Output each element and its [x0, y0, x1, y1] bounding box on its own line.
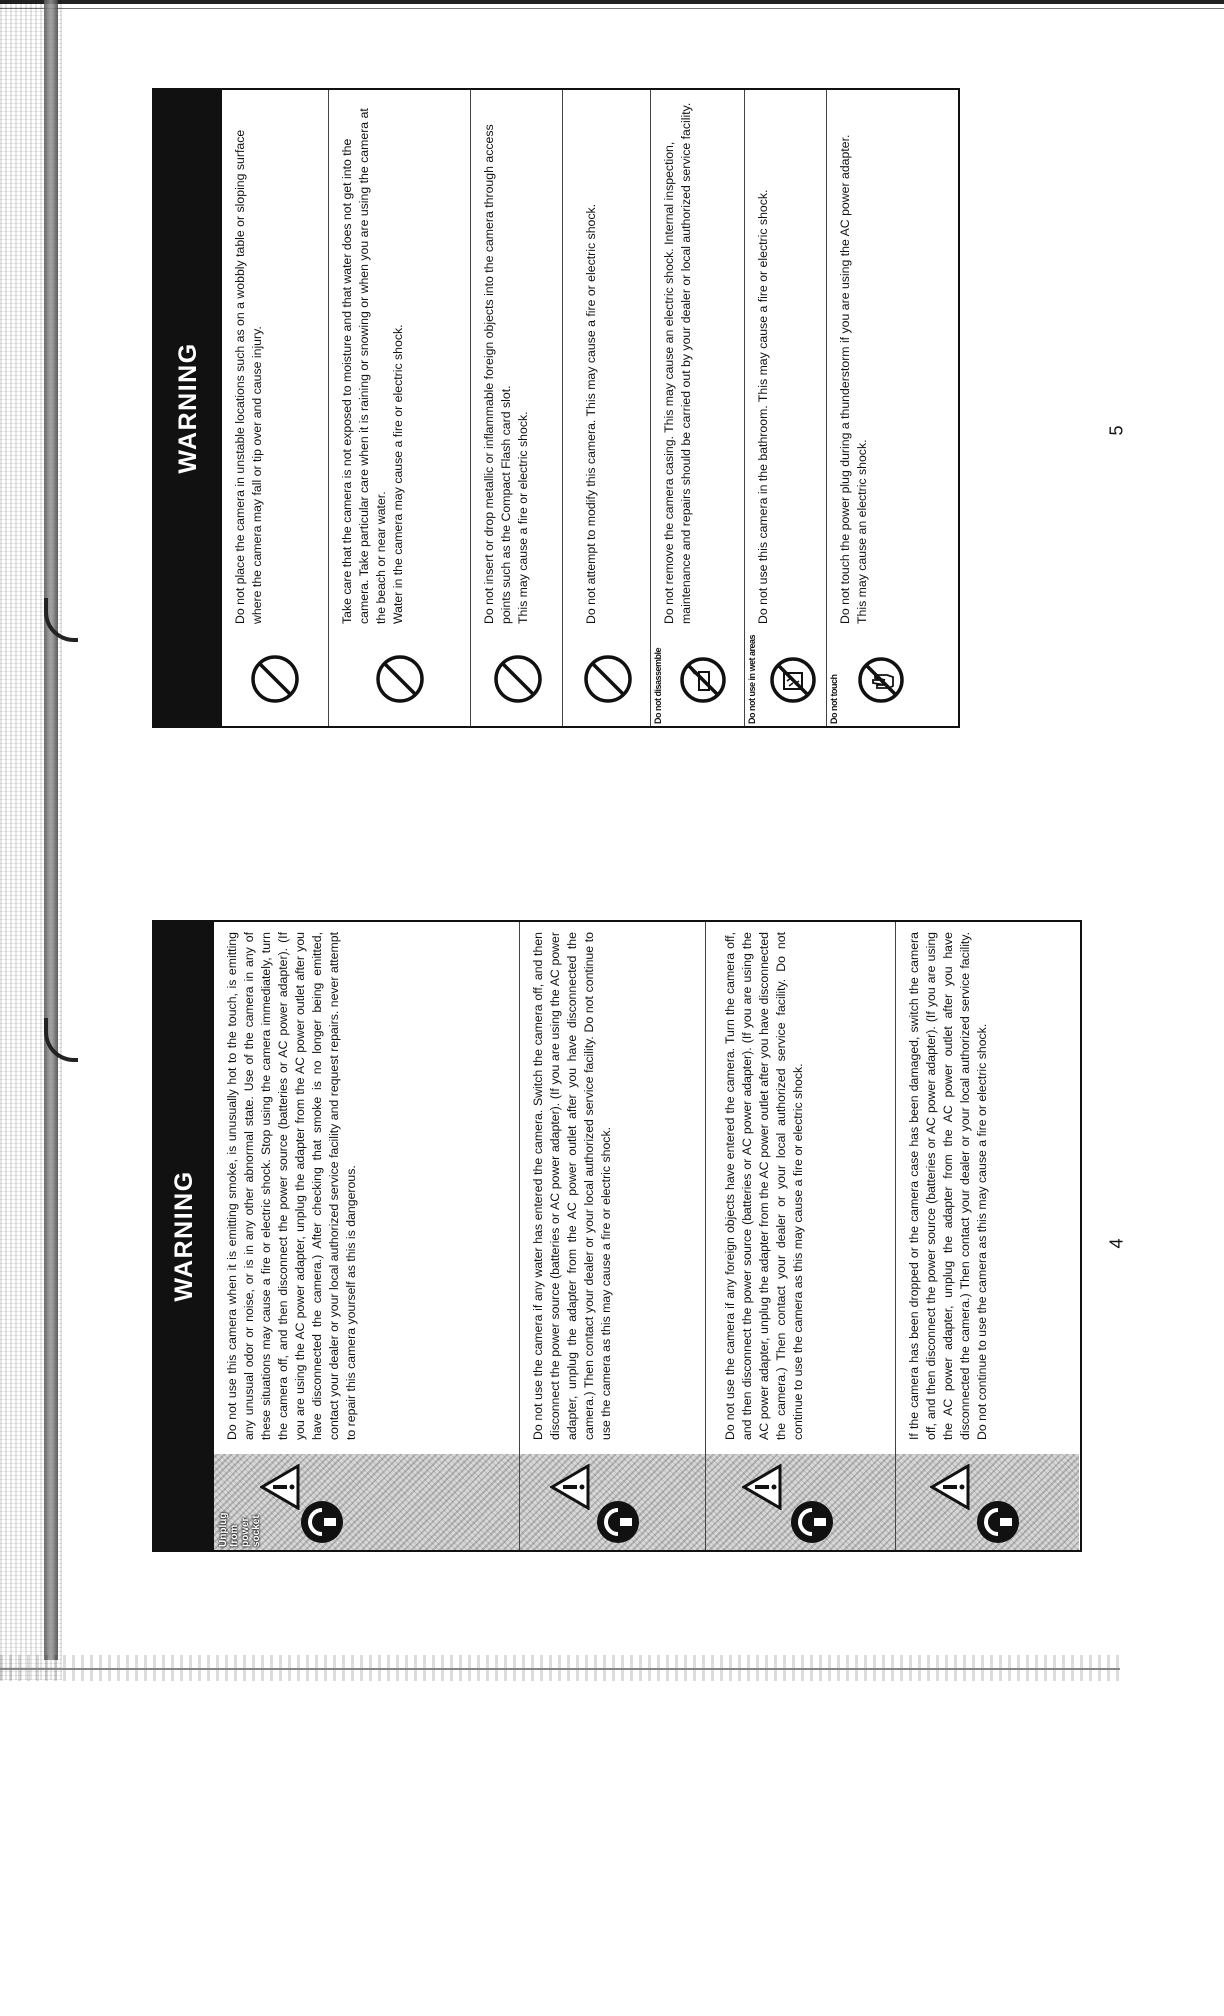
page-number: 4: [1106, 1238, 1127, 1249]
no-touch-icon: [857, 656, 905, 704]
unplug-plug-icon: [976, 1500, 1020, 1544]
no-disassemble-icon: [679, 656, 727, 704]
warning-line: Do not place the camera in unstable locations such as on a wobbly table or sloping surface where the camera may fall or tip over and cause injury.: [233, 129, 264, 624]
prohibition-icon: [375, 654, 425, 704]
warning-item: [470, 90, 562, 726]
warning-text: [651, 90, 744, 636]
warning-line: Do not attempt to modify this camera. This may cause a fire or electric shock.: [584, 203, 598, 624]
scan-bottom-line: [0, 1668, 1120, 1670]
warning-line: Do not insert or drop metallic or inflammable foreign objects into the camera through access points such as the Compact Flash card slot.: [482, 124, 513, 624]
caution-icon-panel: [706, 1454, 895, 1550]
warning-box-page-4: [152, 920, 1082, 1552]
warning-line: Do not remove the camera casing. This may cause an electric shock. Internal inspection, maintenance and repairs should be carried out by your dealer or local authorized service facility.: [662, 102, 693, 624]
unplug-label: Unplug from power socket: [218, 1512, 262, 1547]
warning-line: Take care that the camera is not exposed to moisture and that water does not get into the camera. Take particular care when it is raining or snowing or when you are using the camera at the beach or near water.: [340, 108, 388, 624]
warning-text: Do not use the camera if any water has entered the camera. Switch the camera off, and then disconnect the power source (batteries or AC power adapter). (If you are using the AC power adapter, unplug the adapter from the AC power outlet after you have disconnected the camera.) Then contact your dealer or your local authorized service facility. Do not continue to use the camera as this may cause a fire or electric shock.: [531, 932, 613, 1440]
warning-text: Do not use the camera if any foreign objects have entered the camera. Turn the camera off, and then disconnect the power source (batteries or AC power adapter). (If you are using the AC power adapter, unplug the adapter from the AC power outlet after you have disconnected the camera.) Then contact your dealer or your local authorized service facility. Do not continue to use the camera as this may cause a fire or electric shock.: [723, 932, 805, 1440]
warning-item: [519, 922, 705, 1550]
icon-cell: [329, 636, 470, 726]
warning-line: This may cause an electric shock.: [855, 439, 869, 624]
icon-cell: [827, 636, 925, 726]
page-number: 5: [1106, 425, 1127, 436]
scan-top-rule-thin: [0, 8, 1224, 9]
prohibition-icon: [493, 654, 543, 704]
caution-triangle-icon: [260, 1464, 300, 1510]
caution-icon-panel: [896, 1454, 1079, 1550]
caution-triangle-icon: [742, 1464, 782, 1510]
icon-cell: [745, 636, 826, 726]
no-wet-areas-icon: [769, 656, 817, 704]
unplug-plug-icon: [300, 1500, 344, 1544]
warning-item: [214, 922, 519, 1550]
icon-cell: [222, 636, 328, 726]
warning-line: Do not touch the power plug during a thunderstorm if you are using the AC power adapter.: [838, 134, 852, 624]
warning-box-page-5: [152, 88, 960, 728]
unplug-icon-panel: [214, 1454, 519, 1550]
warning-text: Do not use this camera when it is emitting smoke, is unusually hot to the touch, is emitting any unusual odor or noise, or is in any other abnormal state. Use of the camera in any of these situations may cause a fire or electric shock. Stop using the camera immediately, turn the camera off, and then disconnect the power source (batteries or AC power adapter). (If you are using the AC power adapter, unplug the adapter from the AC power outlet after you have disconnected the camera.) After checking that smoke is no longer being emitted, contact your dealer or your local authorized service facility and request repairs. never attempt to repair this camera yourself as this is dangerous.: [225, 932, 358, 1440]
warning-text: [827, 90, 925, 636]
warning-item: [562, 90, 650, 726]
prohibition-icon: [583, 654, 633, 704]
pictogram-label: Do not disassemble: [653, 647, 663, 724]
warning-line: This may cause a fire or electric shock.: [516, 411, 530, 624]
caution-triangle-icon: [550, 1464, 590, 1510]
warning-heading: WARNING: [154, 922, 214, 1550]
scan-binding-edge: [44, 0, 58, 1660]
warning-line: Do not use this camera in the bathroom. This may cause a fire or electric shock.: [756, 189, 770, 624]
warning-item: [895, 922, 1079, 1550]
warning-item: [826, 90, 925, 726]
prohibition-icon: [250, 654, 300, 704]
warning-text: [471, 90, 562, 636]
warning-heading: WARNING: [154, 90, 222, 726]
icon-cell: [563, 636, 650, 726]
pictogram-label: Do not use in wet areas: [747, 634, 757, 724]
warning-text: [745, 90, 826, 636]
warning-item: [744, 90, 826, 726]
warning-text: [329, 90, 470, 636]
caution-triangle-icon: [930, 1464, 970, 1510]
icon-cell: [471, 636, 562, 726]
warning-item: [222, 90, 328, 726]
caution-icon-panel: [520, 1454, 705, 1550]
warning-text: If the camera has been dropped or the camera case has been damaged, switch the camera off, and then disconnect the power source (batteries or AC power adapter). (If you are using the AC power adapter, unplug the adapter from the AC power outlet after you have disconnected the camera.) Then contact your dealer or your local authorized service facility. Do not continue to use the camera as this may cause a fire or electric shock.: [907, 932, 989, 1440]
warning-text: [563, 90, 650, 636]
pictogram-label: Do not touch: [829, 674, 839, 724]
unplug-plug-icon: [596, 1500, 640, 1544]
warning-line: Water in the camera may cause a fire or electric shock.: [391, 324, 405, 624]
warning-text: [222, 90, 328, 636]
unplug-plug-icon: [790, 1500, 834, 1544]
warning-item: [705, 922, 895, 1550]
icon-cell: [651, 636, 744, 726]
warning-item: [650, 90, 744, 726]
scan-top-rule: [0, 0, 1224, 4]
warning-item: [328, 90, 470, 726]
